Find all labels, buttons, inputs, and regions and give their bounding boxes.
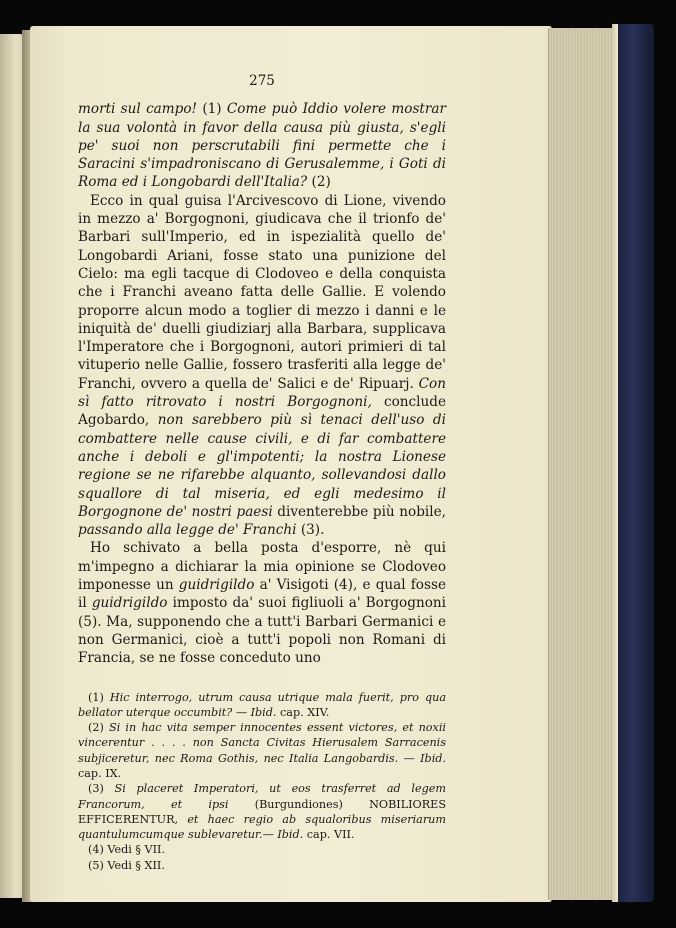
text-segment: diventerebbe più nobile, <box>277 503 446 520</box>
paragraph <box>78 539 446 667</box>
text-segment: passando alla legge de' Franchi <box>78 522 301 539</box>
page-text <box>78 72 446 873</box>
text-segment: guidrigildo <box>178 577 260 594</box>
footnote <box>78 781 446 842</box>
text-segment: (5) Vedi § XII. <box>88 858 165 872</box>
text-segment: cap. VII. <box>306 828 355 842</box>
text-segment: guidrigildo <box>91 595 173 612</box>
text-segment: Hic interrogo, utrum causa utrique mala fuerit, pro qua bellator uterque occumbit? — Ibid. <box>78 690 447 719</box>
text-segment: (3) <box>88 782 115 796</box>
page-number: 275 <box>249 73 275 89</box>
text-segment: Ecco in qual guisa l'Arcivescovo di Lione, vivendo in mezzo a' Borgognoni, giudicava che il trionfo de' Barbari sull'Imperio, ed in ispezialità quello de' Longobardi Ariani, fosse stato una punizione del Cielo: ma egli tacque di Clodoveo e della conquista che i Franchi aveano fatta delle Gallie. E volendo proporre alcun modo a toglier di mezzo i danni e le iniquità de' duelli giudiziarj alla Barbara, supplicava l'Imperatore che i Borgognoni, autori primieri di tal vituperio nelle Gallie, fossero trasferiti alla legge de' Franchi, ovvero a quella de' Salici e de' Ripuarj. <box>78 192 446 392</box>
text-segment: Si placeret Imperatori, ut eos trasferret ad legem Francorum, et ipsi <box>78 782 446 811</box>
text-segment: a' Visigoti (4), e qual fosse il <box>78 577 446 612</box>
text-segment: (1) <box>202 101 227 118</box>
text-segment: imposto da' suoi figliuoli a' Borgognoni (5). Ma, supponendo che a tutt'i Barbari Germanici e non Germanici, cioè a tutt'i popoli non Romani di Francia, se ne fosse conceduto uno <box>78 595 446 667</box>
paragraph <box>78 100 446 191</box>
paragraph <box>78 192 446 540</box>
footnotes <box>78 690 446 874</box>
text-segment: conclude Agobardo, <box>78 394 446 429</box>
text-segment: (Burgundiones) NOBILIORES EFFICERENTUR, <box>78 797 446 826</box>
footnote <box>78 690 446 721</box>
body-text <box>78 100 446 667</box>
footnote <box>78 842 446 857</box>
text-segment: non sarebbero più sì tenaci dell'uso di combattere nelle cause civili, e di far combattere anche i deboli e gl'impotenti; la nostra Lionese regione se ne rifarebbe alquanto, sollevandosi dallo squallore di tal miseria, ed egli medesimo il Borgognone de' nostri paesi <box>78 412 446 520</box>
text-segment: (2) <box>311 174 331 191</box>
text-segment: Si in hac vita semper innocentes essent victores, et noxii vincerentur . . . . non Sancta Civitas Hierusalem Sarracenis subjiceretur, nec Roma Gothis, nec Italia Langobardis. — Ibid. <box>78 721 447 765</box>
text-segment: (3). <box>300 522 325 539</box>
text-segment: morti sul campo! <box>78 101 203 118</box>
text-segment: Come può Iddio volere mostrar la sua volontà in favor della causa più giusta, s'egli pe' suoi non perscrutabili fini permette che i Saracini s'impadroniscano di Gerusalemme, i Goti di Roma ed i Longobardi dell'Italia? <box>78 101 446 191</box>
text-segment: cap. IX. <box>78 766 122 780</box>
text-segment: (2) <box>88 721 110 735</box>
text-segment: et haec regio ab squaloribus miseriarum quantulumcumque sublevaretur.— Ibid. <box>78 812 446 842</box>
footnote <box>78 720 446 781</box>
text-segment: Con sì fatto ritrovato i nostri Borgognoni, <box>78 375 446 411</box>
text-segment: cap. XIV. <box>280 705 330 719</box>
text-segment: (4) Vedi § VII. <box>88 843 165 857</box>
footnote <box>78 858 446 873</box>
text-segment: Ho schivato a bella posta d'esporre, nè qui m'impegno a dichiarar la mia opinione se Clodoveo imponesse un <box>78 540 446 594</box>
book-cover <box>618 24 654 902</box>
text-segment: (1) <box>88 690 110 704</box>
